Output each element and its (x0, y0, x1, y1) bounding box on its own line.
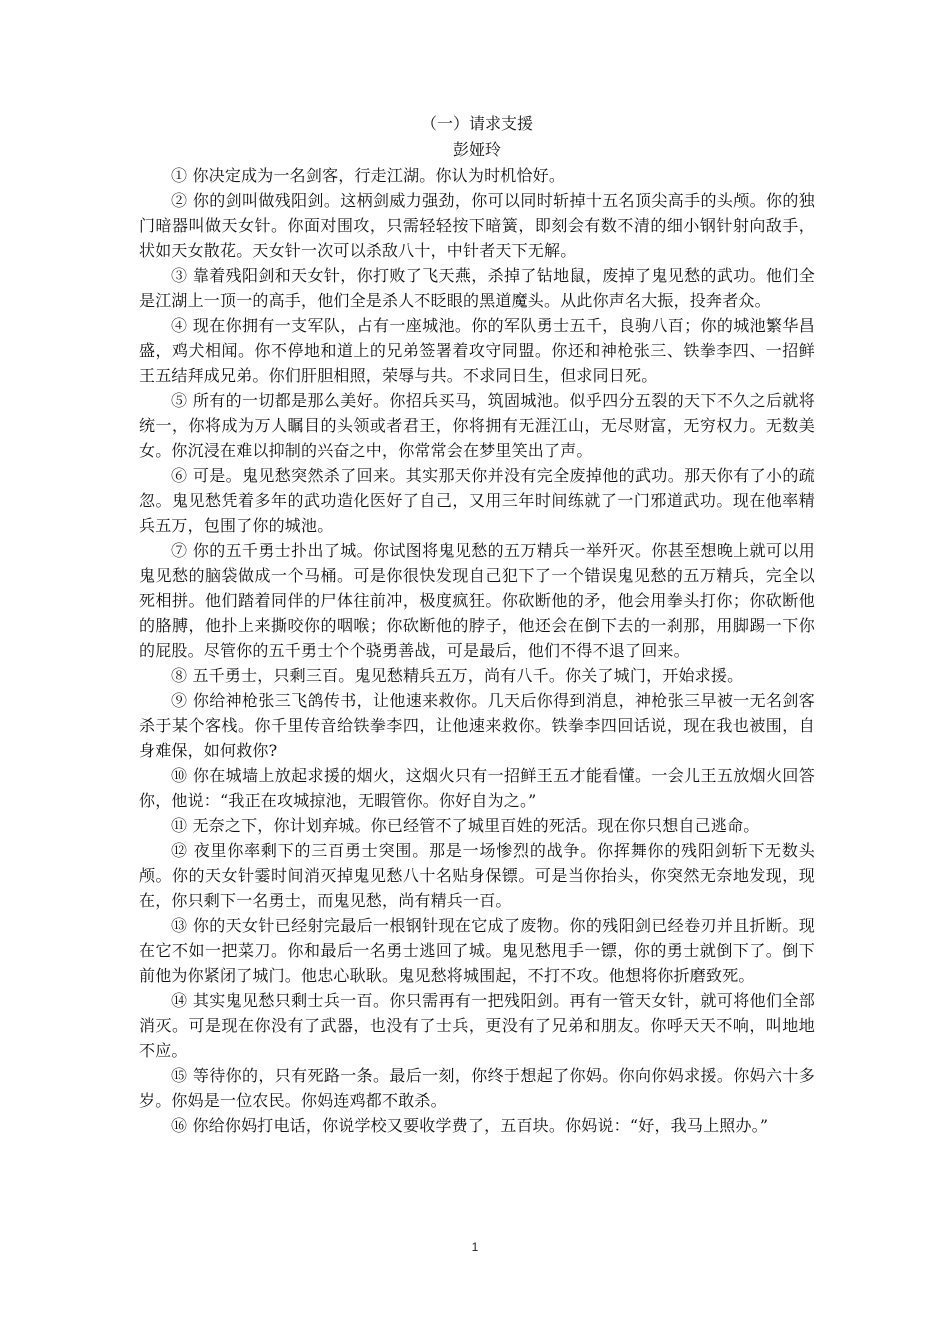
paragraph-11: ⑪ 无奈之下，你计划弃城。你已经管不了城里百姓的死活。现在你只想自己逃命。 (171, 816, 760, 835)
paragraph-7: ⑦ 你的五千勇士扑出了城。你试图将鬼见愁的五万精兵一举歼灭。你甚至想晚上就可以用鬼见愁的脑袋做成一个马桶。可是你很快发现自己犯下了一个错误鬼见愁的五万精兵，完全以死相拼。他们踏着同伴的尸体往前冲，极度疯狂。你砍断他的矛，他会用拳头打你；你砍断他的胳膊，他扑上来撕咬你的咽喉；你砍断他的脖子，他还会在倒下去的一刹那，用脚踢一下你的屁股。尽管你的五千勇士个个骁勇善战，可是最后，他们不得不退了回来。 (139, 541, 815, 660)
paragraph-3: ③ 靠着残阳剑和天女针，你打败了飞天燕，杀掉了钻地鼠，废掉了鬼见愁的武功。他们全是江湖上一顶一的高手，他们全是杀人不眨眼的黑道魔头。从此你声名大振，投奔者众。 (139, 266, 815, 310)
document-title: （一）请求支援 (420, 114, 533, 133)
paragraph-10: ⑩ 你在城墙上放起求援的烟火，这烟火只有一招鲜王五才能看懂。一会儿王五放烟火回答你，他说：“我正在攻城掠池，无暇管你。你好自为之。” (139, 766, 815, 810)
paragraph-4: ④ 现在你拥有一支军队，占有一座城池。你的军队勇士五千，良驹八百；你的城池繁华昌盛，鸡犬相闻。你不停地和道上的兄弟签署着攻守同盟。你还和神枪张三、铁拳李四、一招鲜王五结拜成兄弟。你们肝胆相照，荣辱与共。不求同日生，但求同日死。 (139, 316, 815, 385)
paragraph-6: ⑥ 可是。鬼见愁突然杀了回来。其实那天你并没有完全废掉他的武功。那天你有了小的疏忽。鬼见愁凭着多年的武功造化医好了自己，又用三年时间练就了一门邪道武功。现在他率精兵五万，包围了你的城池。 (139, 466, 815, 535)
paragraph-5: ⑤ 所有的一切都是那么美好。你招兵买马，筑固城池。似乎四分五裂的天下不久之后就将统一，你将成为万人瞩目的头领或者君王，你将拥有无涯江山，无尽财富，无穷权力。无数美女。你沉浸在难以抑制的兴奋之中，你常常会在梦里笑出了声。 (139, 391, 815, 460)
page-number: 1 (471, 1240, 479, 1254)
paragraph-15: ⑮ 等待你的，只有死路一条。最后一刻，你终于想起了你妈。你向你妈求援。你妈六十多岁。你妈是一位农民。你妈连鸡都不敢杀。 (139, 1066, 815, 1110)
paragraph-2: ② 你的剑叫做残阳剑。这柄剑威力强劲，你可以同时斩掉十五名顶尖高手的头颅。你的独门暗器叫做天女针。你面对围攻，只需轻轻按下暗簧，即刻会有数不清的细小钢针射向敌手，状如天女散花。天女针一次可以杀敌八十，中针者天下无解。 (139, 191, 815, 260)
paragraph-12: ⑫ 夜里你率剩下的三百勇士突围。那是一场惨烈的战争。你挥舞你的残阳剑斩下无数头颅。你的天女针霎时间消灭掉鬼见愁八十名贴身保镖。可是当你抬头，你突然无奈地发现，现在，你只剩下一名勇士，而鬼见愁，尚有精兵一百。 (139, 841, 815, 910)
paragraph-1: ① 你决定成为一名剑客，行走江湖。你认为时机恰好。 (171, 166, 566, 185)
paragraph-13: ⑬ 你的天女针已经射完最后一根钢针现在它成了废物。你的残阳剑已经卷刃并且折断。现在它不如一把菜刀。你和最后一名勇士逃回了城。鬼见愁甩手一镖，你的勇士就倒下了。倒下前他为你紧闭了城门。他忠心耿耿。鬼见愁将城围起，不打不攻。他想将你折磨致死。 (139, 916, 815, 985)
document-author: 彭娅玲 (452, 140, 501, 159)
paragraph-8: ⑧ 五千勇士，只剩三百。鬼见愁精兵五万，尚有八千。你关了城门，开始求援。 (171, 666, 744, 685)
paragraph-16: ⑯ 你给你妈打电话，你说学校又要收学费了，五百块。你妈说：“好，我马上照办。” (171, 1116, 769, 1135)
paragraph-9: ⑨ 你给神枪张三飞鸽传书，让他速来救你。几天后你得到消息，神枪张三早被一无名剑客杀于某个客栈。你千里传音给铁拳李四，让他速来救你。铁拳李四回话说，现在我也被围，自身难保，如何救你? (139, 691, 815, 760)
document-body (139, 111, 815, 1138)
paragraph-14: ⑭ 其实鬼见愁只剩士兵一百。你只需再有一把残阳剑。再有一管天女针，就可将他们全部消灭。可是现在你没有了武器，也没有了士兵，更没有了兄弟和朋友。你呼天天不响，叫地地不应。 (139, 991, 815, 1060)
